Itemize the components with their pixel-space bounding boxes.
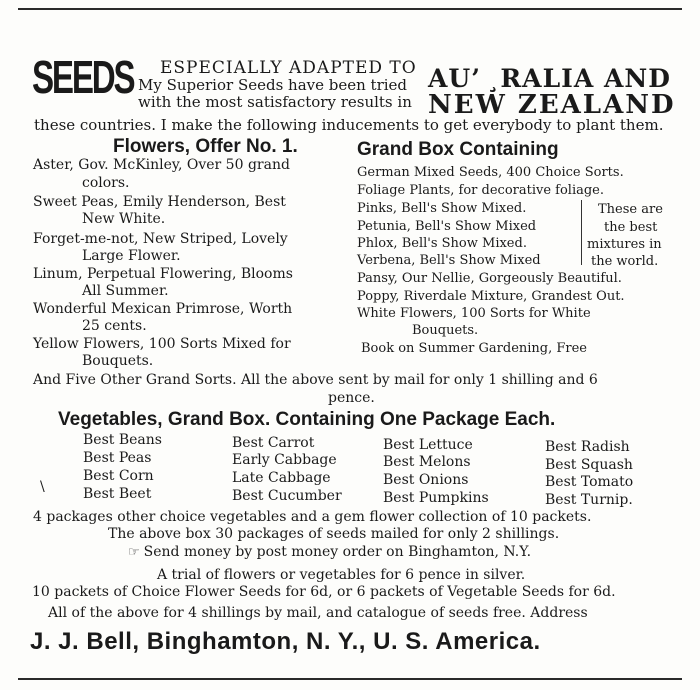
bottom-border-rule xyxy=(18,678,682,680)
veg-best-turnip: Best Turnip. xyxy=(545,492,633,508)
flower-item-linum: Linum, Perpetual Flowering, Blooms xyxy=(33,266,293,282)
flower-item-aster-cont: colors. xyxy=(82,175,130,191)
trial-line: A trial of flowers or vegetables for 6 pence in silver. xyxy=(157,567,526,583)
box-item-book: Book on Summer Gardening, Free xyxy=(361,341,587,356)
flower-item-linum-cont: All Summer. xyxy=(82,283,169,299)
mark-glyph: \ xyxy=(40,479,45,495)
flowers-offer-heading: Flowers, Offer No. 1. xyxy=(113,136,298,157)
bracket-divider xyxy=(581,200,582,265)
box-item-german-mixed: German Mixed Seeds, 400 Choice Sorts. xyxy=(357,165,624,180)
veg-best-beans: Best Beans xyxy=(83,432,162,448)
veg-best-lettuce: Best Lettuce xyxy=(383,437,473,453)
veg-best-tomato: Best Tomato xyxy=(545,474,634,490)
superior-seeds-line-1: My Superior Seeds have been tried xyxy=(138,76,408,94)
especially-adapted-text: ESPECIALLY ADAPTED TO xyxy=(160,58,417,78)
box-item-petunia: Petunia, Bell's Show Mixed xyxy=(357,219,537,234)
best-mixtures-line-3: mixtures in xyxy=(587,237,662,252)
packages-line-2: The above box 30 packages of seeds mailed for only 2 shillings. xyxy=(108,526,560,542)
veg-best-melons: Best Melons xyxy=(383,454,471,470)
flower-item-forget-me-not: Forget-me-not, New Striped, Lovely xyxy=(33,231,288,247)
box-item-verbena: Verbena, Bell's Show Mixed xyxy=(357,253,541,268)
veg-best-peas: Best Peas xyxy=(83,450,152,466)
veg-best-corn: Best Corn xyxy=(83,468,154,484)
box-item-pinks: Pinks, Bell's Show Mixed. xyxy=(357,201,527,216)
best-mixtures-line-2: the best xyxy=(604,220,658,235)
these-countries-text: these countries. I make the following inducements to get everybody to plant them. xyxy=(34,116,664,134)
ten-packets-line: 10 packets of Choice Flower Seeds for 6d, or 6 packets of Vegetable Seeds for 6d. xyxy=(32,584,616,600)
grand-box-heading: Grand Box Containing xyxy=(357,139,559,160)
box-item-poppy: Poppy, Riverdale Mixture, Grandest Out. xyxy=(357,289,625,304)
five-other-line-2: pence. xyxy=(328,390,375,406)
box-item-foliage-plants: Foliage Plants, for decorative foliage. xyxy=(357,183,605,198)
send-money-line xyxy=(128,545,531,559)
advertiser-address: J. J. Bell, Binghamton, N. Y., U. S. America. xyxy=(30,628,541,655)
pointing-hand-icon: ☞ xyxy=(128,545,140,560)
five-other-line-1: And Five Other Grand Sorts. All the above sent by mail for only 1 shilling and 6 xyxy=(33,372,598,388)
seeds-masthead: SEEDS xyxy=(32,51,134,103)
flower-item-primrose-cont: 25 cents. xyxy=(82,318,147,334)
veg-late-cabbage: Late Cabbage xyxy=(232,470,331,486)
packages-line-1: 4 packages other choice vegetables and a gem flower collection of 10 packets. xyxy=(33,509,592,525)
veg-best-cucumber: Best Cucumber xyxy=(232,488,342,504)
flower-item-yellow-flowers-cont: Bouquets. xyxy=(82,353,154,369)
veg-best-squash: Best Squash xyxy=(545,457,633,473)
send-money-text: Send money by post money order on Binghamton, N.Y. xyxy=(143,544,532,560)
veg-best-carrot: Best Carrot xyxy=(232,435,315,451)
best-mixtures-line-1: These are xyxy=(598,202,663,217)
top-border-rule xyxy=(18,8,682,10)
box-item-phlox: Phlox, Bell's Show Mixed. xyxy=(357,236,527,251)
all-above-line: All of the above for 4 shillings by mail, and catalogue of seeds free. Address xyxy=(48,605,588,621)
flower-item-primrose: Wonderful Mexican Primrose, Worth xyxy=(33,301,293,317)
best-mixtures-line-4: the world. xyxy=(591,254,659,269)
veg-best-onions: Best Onions xyxy=(383,472,469,488)
vegetables-heading: Vegetables, Grand Box. Containing One Package Each. xyxy=(58,409,556,430)
flower-item-forget-me-not-cont: Large Flower. xyxy=(82,248,181,264)
box-item-white-flowers: White Flowers, 100 Sorts for White xyxy=(357,306,591,321)
veg-early-cabbage: Early Cabbage xyxy=(232,452,337,468)
box-item-pansy: Pansy, Our Nellie, Gorgeously Beautiful. xyxy=(357,271,622,286)
flower-item-sweet-peas: Sweet Peas, Emily Henderson, Best xyxy=(33,194,286,210)
new-zealand-heading: NEW ZEALAND xyxy=(428,90,676,120)
flower-item-sweet-peas-cont: New White. xyxy=(82,211,166,227)
box-item-white-flowers-cont: Bouquets. xyxy=(412,323,479,338)
superior-seeds-line-2: with the most satisfactory results in xyxy=(138,93,412,111)
flower-item-aster: Aster, Gov. McKinley, Over 50 grand xyxy=(33,157,290,173)
flower-item-yellow-flowers: Yellow Flowers, 100 Sorts Mixed for xyxy=(33,336,291,352)
veg-best-radish: Best Radish xyxy=(545,439,630,455)
veg-best-beet: Best Beet xyxy=(83,486,152,502)
australia-heading: AU’ ¸RALIA AND xyxy=(428,64,671,93)
veg-best-pumpkins: Best Pumpkins xyxy=(383,490,489,506)
